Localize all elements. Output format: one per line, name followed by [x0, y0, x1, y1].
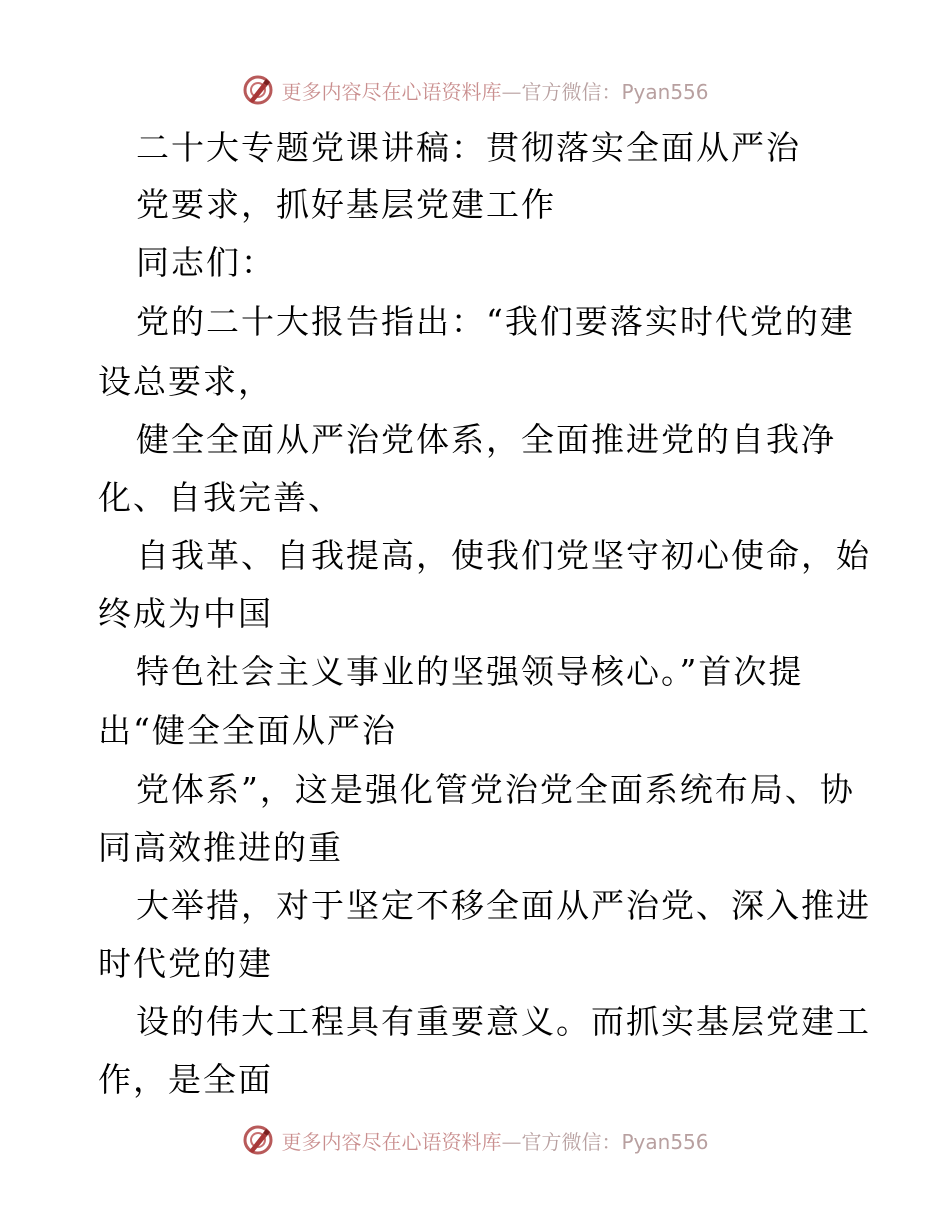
paragraph-line: 设总要求，	[98, 362, 273, 401]
paragraph-line: 同高效推进的重	[98, 828, 343, 867]
watermark-official: 官方微信	[521, 1129, 602, 1154]
watermark-cn: 更多内容尽在心语资料库	[281, 1129, 502, 1154]
salutation: 同志们：	[136, 243, 276, 282]
title-line-1: 二十大专题党课讲稿：贯彻落实全面从严治	[136, 128, 801, 167]
paragraph-line: 终成为中国	[98, 594, 273, 633]
paragraph-line: 特色社会主义事业的坚强领导核心。”首次提	[136, 652, 804, 691]
paragraph-line: 设的伟大工程具有重要意义。而抓实基层党建工	[136, 1002, 871, 1041]
paragraph-line: 党体系”，这是强化管党治党全面系统布局、协	[136, 770, 855, 809]
watermark-dash: —	[501, 1129, 522, 1154]
paragraph-line: 自我革、自我提高，使我们党坚守初心使命，始	[136, 536, 871, 575]
title-line-2: 党要求，抓好基层党建工作	[136, 185, 556, 224]
watermark-wechat-id: Pyan556	[621, 1129, 709, 1154]
footer-watermark	[0, 1118, 950, 1162]
watermark-text	[281, 1126, 708, 1155]
watermark-dash: —	[501, 79, 522, 104]
pen-logo-icon	[241, 1123, 275, 1157]
paragraph-line: 出“健全全面从严治	[98, 711, 397, 750]
paragraph-line: 健全全面从严治党体系，全面推进党的自我净	[136, 420, 836, 459]
watermark-cn: 更多内容尽在心语资料库	[281, 79, 502, 104]
paragraph-line: 作，是全面	[98, 1060, 273, 1099]
watermark-wechat-id: Pyan556	[621, 79, 709, 104]
paragraph-line: 时代党的建	[98, 944, 273, 983]
paragraph-line: 化、自我完善、	[98, 478, 343, 517]
watermark-colon: ：	[601, 79, 622, 104]
watermark-official: 官方微信	[521, 79, 602, 104]
watermark-colon: ：	[601, 1129, 622, 1154]
paragraph-line: 大举措，对于坚定不移全面从严治党、深入推进	[136, 886, 871, 925]
paragraph-line: 党的二十大报告指出：“我们要落实时代党的建	[136, 302, 855, 341]
